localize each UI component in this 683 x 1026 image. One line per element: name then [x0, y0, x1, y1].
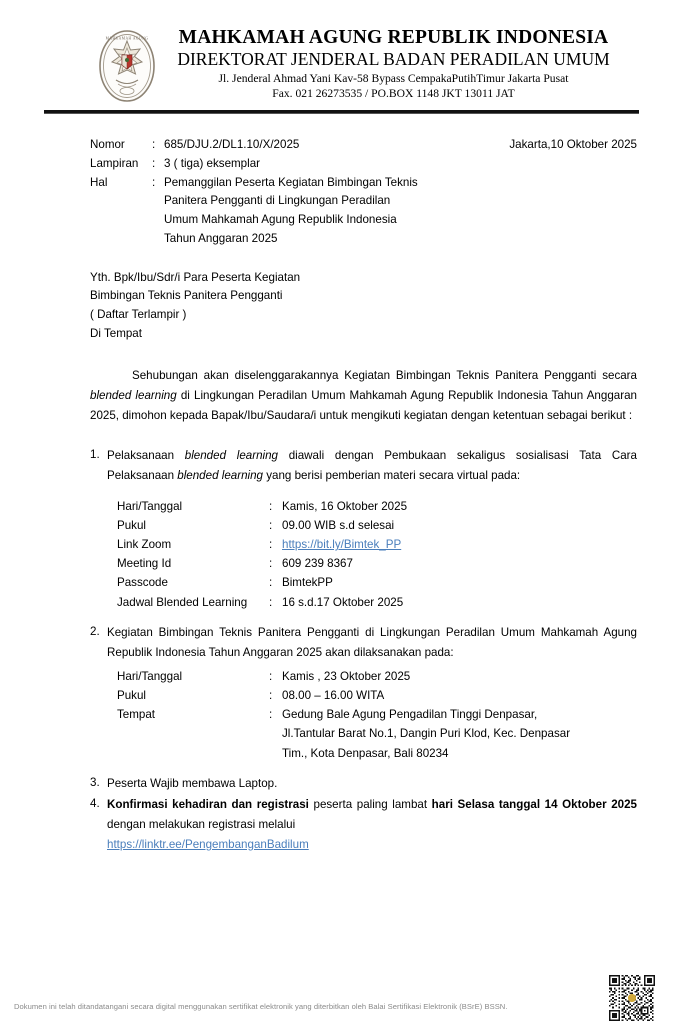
detail-colon: : [269, 708, 273, 722]
detail-value: Kamis, 16 Oktober 2025 [282, 499, 408, 513]
item-4-part-1: peserta paling lambat [308, 797, 432, 811]
digital-signature-qr-code-icon [609, 975, 655, 1021]
organization-fax: Fax. 021 26273535 / PO.BOX 1148 JKT 13011 JAT [272, 87, 515, 101]
addressee-line-2: Bimbingan Teknis Panitera Pengganti [90, 289, 283, 303]
item-1-part-1: Pelaksanaan [107, 448, 185, 462]
intro-text-part-2: di Lingkungan Peradilan Umum Mahkamah Agung Republik Indonesia Tahun Anggaran 2025, dimohon kepada Bapak/Ibu/Saudara/i untuk mengikuti kegiatan dengan ketentuan sebagai berikut : [90, 388, 637, 422]
detail-row-link-zoom [117, 535, 637, 554]
intro-italic-1: blended learning [90, 388, 177, 402]
detail-colon: : [269, 557, 273, 571]
detail-key: Tempat [117, 708, 156, 722]
detail-colon: : [269, 537, 273, 551]
item-4-number: 4. [90, 796, 100, 810]
reference-block [90, 136, 637, 249]
place-and-date: Jakarta,10 Oktober 2025 [509, 138, 637, 151]
addressee-block [90, 269, 637, 344]
item-1-details [117, 497, 637, 612]
item-4-bold-2: hari Selasa tanggal 14 Oktober 2025 [431, 797, 637, 811]
hal-line-3: Umum Mahkamah Agung Republik Indonesia [164, 213, 397, 227]
detail-colon: : [269, 499, 273, 513]
addressee-line-1: Yth. Bpk/Ibu/Sdr/i Para Peserta Kegiatan [90, 270, 301, 284]
document-footer [0, 962, 683, 1024]
hal-value [164, 174, 432, 249]
detail-row-jadwal [117, 593, 637, 612]
detail-value: BimtekPP [282, 576, 333, 590]
detail-key: Meeting Id [117, 557, 172, 571]
detail-key: Hari/Tanggal [117, 499, 183, 513]
detail-value: 16 s.d.17 Oktober 2025 [282, 595, 404, 609]
detail-key: Link Zoom [117, 537, 172, 551]
detail-colon: : [269, 669, 273, 683]
requirements-list [90, 446, 637, 855]
detail-key: Pukul [117, 518, 147, 532]
item-4-part-2: dengan melakukan registrasi melalui [107, 817, 296, 831]
list-item-4 [90, 795, 637, 855]
lampiran-label: Lampiran [90, 156, 139, 170]
addressee-line-4: Di Tempat [90, 327, 142, 341]
detail-colon: : [269, 518, 273, 532]
item-1-part-2: diawali dengan Pembukaan sekaligus sosialisasi Tata Cara Pelaksanaan [107, 448, 637, 482]
item-1-italic-1: blended learning [184, 448, 278, 462]
svg-text:MAHKAMAH AGUNG: MAHKAMAH AGUNG [105, 36, 149, 41]
nomor-value: 685/DJU.2/DL1.10/X/2025 [164, 138, 300, 151]
detail-value: Gedung Bale Agung Pengadilan Tinggi Denpasar, [282, 708, 538, 722]
hal-colon: : [152, 175, 156, 189]
item-3-number: 3. [90, 775, 100, 789]
zoom-meeting-link[interactable]: https://bit.ly/Bimtek_PP [282, 537, 402, 551]
detail-key: Passcode [117, 576, 168, 590]
letter-body [0, 136, 683, 855]
nomor-colon: : [152, 138, 156, 151]
item-4-text [107, 795, 637, 855]
list-item-2 [90, 623, 637, 763]
detail-colon: : [269, 595, 273, 609]
detail-row-meeting-id [117, 554, 637, 573]
list-item-1 [90, 446, 637, 612]
detail-value: 09.00 WIB s.d selesai [282, 518, 395, 532]
item-1-part-3: yang berisi pemberian materi secara virtual pada: [263, 468, 521, 482]
hal-line-1: Pemanggilan Peserta Kegiatan Bimbingan Teknis [164, 175, 418, 189]
reference-row-lampiran [90, 155, 637, 174]
detail-value: Kamis , 23 Oktober 2025 [282, 669, 411, 683]
item-1-text [107, 446, 637, 486]
nomor-label: Nomor [90, 138, 125, 151]
detail-colon: : [269, 576, 273, 590]
detail-colon: : [269, 689, 273, 703]
letterhead-text [148, 26, 639, 101]
item-2-text: Kegiatan Bimbingan Teknis Panitera Pengganti di Lingkungan Peradilan Umum Mahkamah Agung Republik Indonesia Tahun Anggaran 2025 akan dilaksanakan pada: [107, 625, 637, 659]
detail-key: Jadwal Blended Learning [117, 595, 248, 609]
organization-address: Jl. Jenderal Ahmad Yani Kav-58 Bypass CempakaPutihTimur Jakarta Pusat [218, 72, 569, 85]
digital-signature-notice: Dokumen ini telah ditandatangani secara digital menggunakan sertifikat elektronik yang diterbitkan oleh Balai Sertifikasi Elektronik (BSrE) BSSN. [14, 1002, 508, 1011]
detail-row-hari-tanggal [117, 497, 637, 516]
header-divider [44, 110, 639, 114]
intro-text-part-1: Sehubungan akan diselenggarakannya Kegiatan Bimbingan Teknis Panitera Pengganti secara [132, 368, 637, 382]
detail-row-tempat [117, 705, 637, 724]
item-4-bold-1: Konfirmasi kehadiran dan registrasi [107, 797, 309, 811]
lampiran-value: 3 ( tiga) eksemplar [164, 156, 261, 170]
detail-key: Hari/Tanggal [117, 669, 183, 683]
detail-key: Pukul [117, 689, 147, 703]
letterhead [0, 0, 683, 104]
item-2-details [117, 667, 637, 763]
organization-unit: DIREKTORAT JENDERAL BADAN PERADILAN UMUM [177, 49, 610, 69]
item-1-italic-2: blended learning [177, 468, 264, 482]
detail-value: 609 239 8367 [282, 557, 353, 571]
tempat-address-line-3: Tim., Kota Denpasar, Bali 80234 [282, 746, 449, 760]
addressee-line-3: ( Daftar Terlampir ) [90, 308, 187, 322]
registration-link[interactable]: https://linktr.ee/PengembanganBadilum [107, 837, 309, 851]
hal-label: Hal [90, 175, 108, 189]
detail-row-pukul [117, 686, 637, 705]
lampiran-colon: : [152, 156, 156, 170]
detail-row-pukul [117, 516, 637, 535]
item-1-number: 1. [90, 447, 100, 461]
hal-line-4: Tahun Anggaran 2025 [164, 231, 278, 245]
detail-value: 08.00 – 16.00 WITA [282, 689, 385, 703]
tempat-address-line-2: Jl.Tantular Barat No.1, Dangin Puri Klod, Kec. Denpasar [282, 727, 571, 741]
item-2-number: 2. [90, 624, 100, 638]
hal-line-2: Panitera Pengganti di Lingkungan Peradilan [164, 194, 391, 208]
detail-row-passcode [117, 573, 637, 592]
list-item-3 [90, 774, 637, 794]
organization-name: MAHKAMAH AGUNG REPUBLIK INDONESIA [178, 27, 609, 48]
intro-paragraph [90, 366, 637, 426]
item-3-text: Peserta Wajib membawa Laptop. [107, 776, 278, 790]
reference-row-hal [90, 174, 637, 249]
detail-row-hari-tanggal [117, 667, 637, 686]
